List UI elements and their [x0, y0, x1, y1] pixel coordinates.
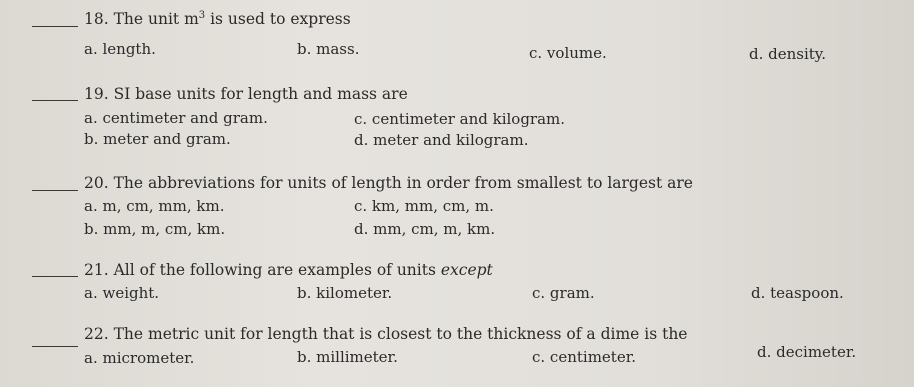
answer-blank-21[interactable] [32, 276, 78, 277]
question-18-stem-post: is used to express [205, 10, 351, 28]
question-21-stem-pre: 21. All of the following are examples of units [84, 261, 441, 279]
question-18-option-d: d. density. [749, 45, 827, 63]
question-19-option-b: b. meter and gram. [84, 130, 231, 148]
question-21-stem-emphasis: except [440, 261, 493, 279]
question-20-option-c: c. km, mm, cm, m. [354, 197, 494, 215]
question-22-option-c: c. centimeter. [532, 348, 636, 366]
question-21-stem [84, 261, 493, 279]
question-22-option-d: d. decimeter. [757, 343, 857, 361]
question-20-option-a: a. m, cm, mm, km. [84, 197, 225, 215]
question-22-option-a: a. micrometer. [84, 349, 195, 367]
question-19-option-a: a. centimeter and gram. [84, 109, 268, 127]
question-18-option-a: a. length. [84, 40, 156, 58]
question-19-option-d: d. meter and kilogram. [354, 131, 529, 149]
question-20-option-b: b. mm, m, cm, km. [84, 220, 226, 238]
question-21-option-d: d. teaspoon. [751, 284, 844, 302]
question-21-option-c: c. gram. [532, 284, 595, 302]
question-18-unit: m [184, 10, 199, 28]
question-21-option-b: b. kilometer. [297, 284, 393, 302]
question-18-option-c: c. volume. [529, 44, 607, 62]
question-20-stem: 20. The abbreviations for units of length in order from smallest to largest are [84, 174, 693, 192]
answer-blank-19[interactable] [32, 100, 78, 101]
answer-blank-20[interactable] [32, 190, 78, 191]
question-18-unit-exponent: 3 [198, 9, 206, 21]
question-22-option-b: b. millimeter. [297, 348, 398, 366]
answer-blank-18[interactable] [32, 26, 78, 27]
question-18-stem [84, 10, 351, 28]
question-20-option-d: d. mm, cm, m, km. [354, 220, 496, 238]
question-19-stem: 19. SI base units for length and mass are [84, 85, 408, 103]
answer-blank-22[interactable] [32, 346, 78, 347]
question-19-option-c: c. centimeter and kilogram. [354, 110, 566, 128]
question-18-stem-pre: 18. The unit [84, 10, 185, 28]
question-22-stem: 22. The metric unit for length that is closest to the thickness of a dime is the [84, 325, 688, 343]
question-18-option-b: b. mass. [297, 40, 360, 58]
question-21-option-a: a. weight. [84, 284, 160, 302]
